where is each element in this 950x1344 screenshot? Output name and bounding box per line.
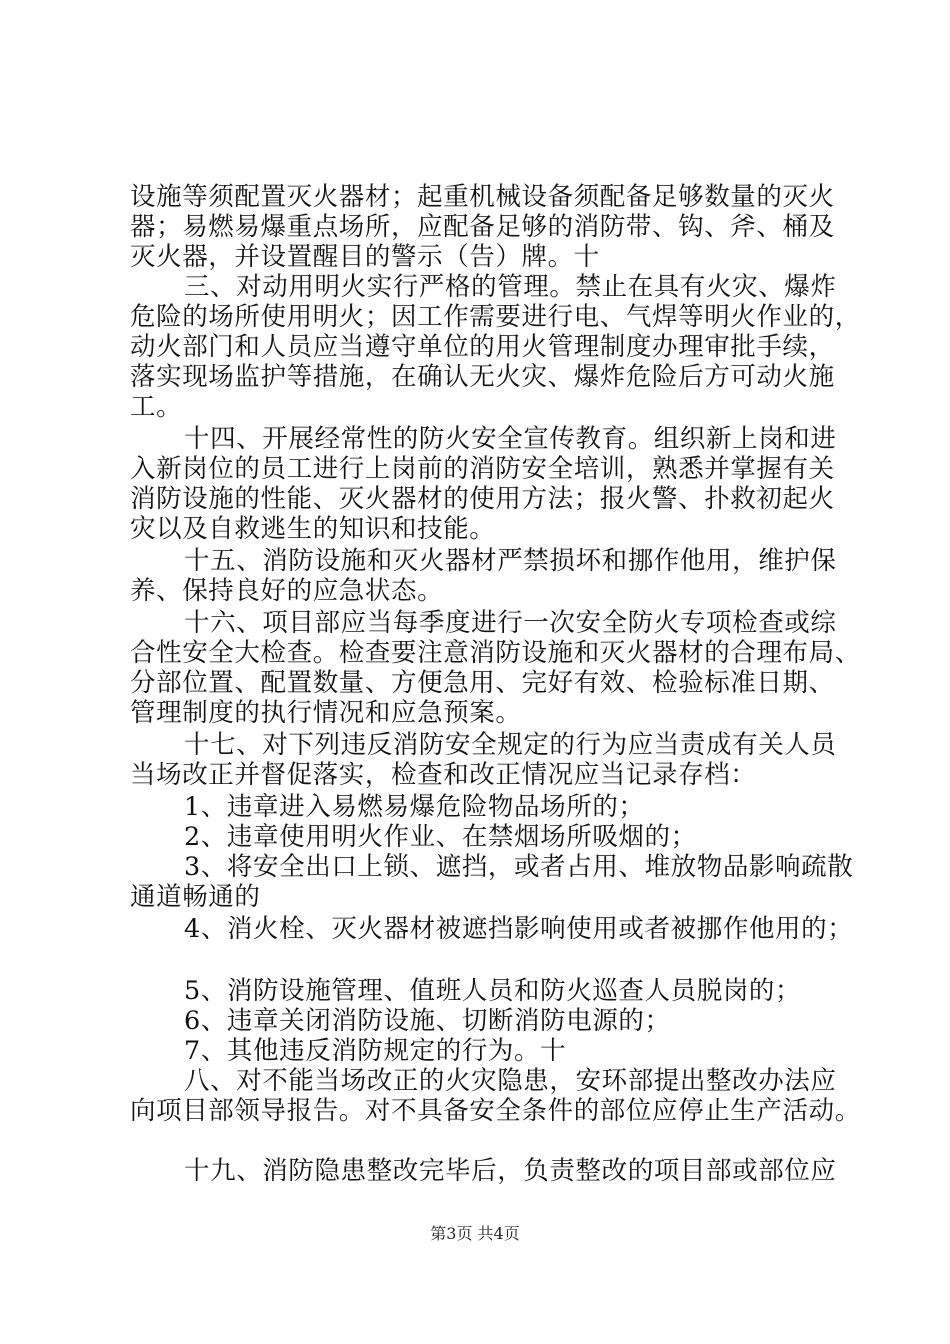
text-line: 工。 [130, 392, 183, 422]
text-line: 三、对动用明火实行严格的管理。禁止在具有火灾、爆炸 [184, 272, 837, 302]
text-line: 器；易燃易爆重点场所，应配备足够的消防带、钩、斧、桶及 [130, 212, 835, 242]
list-item: 3、将安全出口上锁、遮挡，或者占用、堆放物品影响疏散 [184, 852, 854, 882]
text-line: 合性安全大检查。检查要注意消防设施和灭火器材的合理布局、 [130, 638, 861, 668]
list-item: 7、其他违反消防规定的行为。十 [184, 1036, 567, 1066]
text-line: 设施等须配置灭火器材；起重机械设备须配备足够数量的灭火 [130, 182, 835, 212]
text-line: 十四、开展经常性的防火安全宣传教育。组织新上岗和进 [184, 424, 837, 454]
text-line: 十七、对下列违反消防安全规定的行为应当责成有关人员 [184, 730, 837, 760]
list-item: 1、违章进入易燃易爆危险物品场所的； [184, 792, 645, 822]
text-line: 十六、项目部应当每季度进行一次安全防火专项检查或综 [184, 608, 837, 638]
list-item: 2、违章使用明火作业、在禁烟场所吸烟的； [184, 822, 697, 852]
text-line: 十五、消防设施和灭火器材严禁损坏和挪作他用，维护保 [184, 546, 837, 576]
text-line: 分部位置、配置数量、方便急用、完好有效、检验标准日期、 [130, 668, 835, 698]
text-line: 向项目部领导报告。对不具备安全条件的部位应停止生产活动。 [130, 1096, 861, 1126]
text-line: 入新岗位的员工进行上岗前的消防安全培训，熟悉并掌握有关 [130, 454, 835, 484]
text-line: 落实现场监护等措施，在确认无火灾、爆炸危险后方可动火施 [130, 362, 835, 392]
text-line: 动火部门和人员应当遵守单位的用火管理制度办理审批手续， [130, 332, 835, 362]
text-line: 管理制度的执行情况和应急预案。 [130, 698, 522, 728]
text-line: 当场改正并督促落实，检查和改正情况应当记录存档： [130, 760, 757, 790]
text-line: 灾以及自救逃生的知识和技能。 [130, 514, 496, 544]
text-line: 危险的场所使用明火；因工作需要进行电、气焊等明火作业的， [130, 302, 861, 332]
text-line: 养、保持良好的应急状态。 [130, 576, 444, 606]
text-line: 灭火器，并设置醒目的警示（告）牌。十 [130, 242, 600, 272]
page-number: 第3页 共4页 [430, 1224, 520, 1243]
text-line: 八、对不能当场改正的火灾隐患，安环部提出整改办法应 [184, 1066, 837, 1096]
list-item: 5、消防设施管理、值班人员和防火巡查人员脱岗的； [184, 976, 802, 1006]
text-line: 十九、消防隐患整改完毕后，负责整改的项目部或部位应 [184, 1156, 837, 1186]
list-item: 4、消火栓、灭火器材被遮挡影响使用或者被挪作他用的； [184, 914, 854, 944]
list-item: 6、违章关闭消防设施、切断消防电源的； [184, 1006, 671, 1036]
text-line: 消防设施的性能、灭火器材的使用方法；报火警、扑救初起火 [130, 484, 835, 514]
text-line: 通道畅通的 [130, 882, 261, 912]
